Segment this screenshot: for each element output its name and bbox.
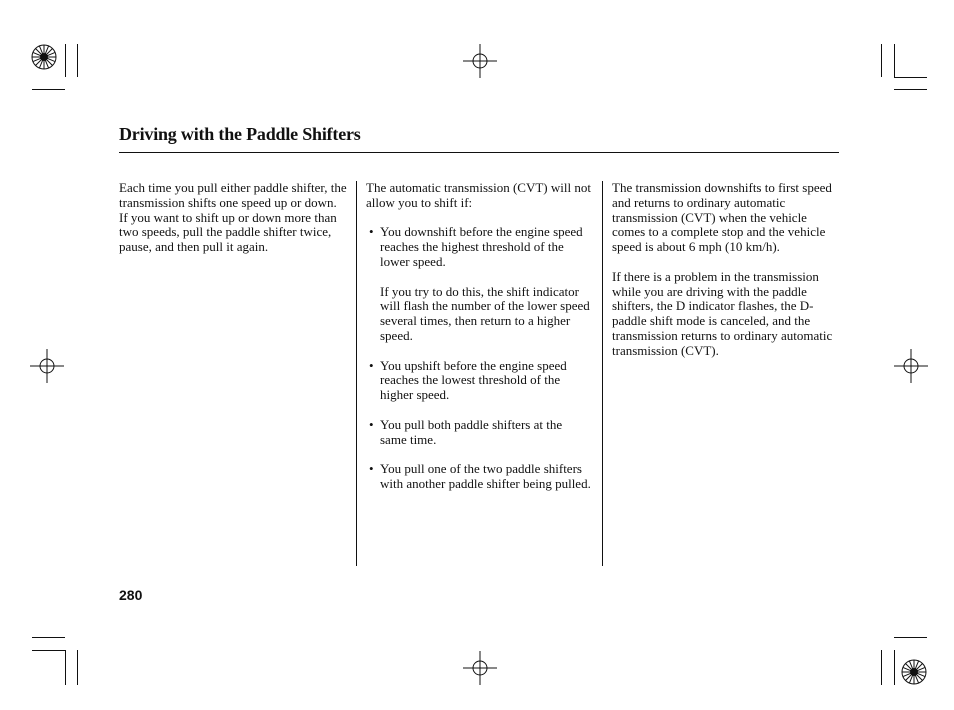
column-divider — [602, 181, 603, 566]
crosshair-registration-icon — [30, 349, 64, 383]
list-item — [366, 462, 592, 492]
title-divider — [119, 152, 839, 153]
section-title: Driving with the Paddle Shifters — [119, 124, 361, 144]
crosshair-registration-icon — [463, 44, 497, 78]
column-3-paragraph-1: The transmission downshifts to first speed and returns to ordinary automatic transmission (CVT) when the vehicle comes to a complete stop and the vehicle speed is about 6 mph (10 km/h). — [612, 180, 832, 255]
column-3 — [612, 181, 840, 373]
starburst-registration-icon — [30, 43, 58, 71]
column-2 — [366, 181, 592, 507]
column-divider — [356, 181, 357, 566]
list-item — [366, 418, 592, 448]
column-1 — [119, 181, 347, 270]
starburst-registration-icon — [900, 658, 928, 686]
list-item-text: • You downshift before the engine speed reaches the highest threshold of the lower speed. — [380, 224, 583, 269]
list-item-text: • You upshift before the engine speed reaches the lowest threshold of the higher speed. — [380, 357, 567, 403]
shift-restriction-list — [366, 225, 592, 491]
page-number: 280 — [119, 587, 143, 603]
list-item-text: • You pull both paddle shifters at the same time. — [380, 416, 563, 447]
list-item — [366, 225, 592, 343]
crosshair-registration-icon — [463, 651, 497, 685]
list-item-note: If you try to do this, the shift indicator will flash the number of the lower speed several times, then return to a higher speed. — [380, 283, 590, 343]
column-1-paragraph: Each time you pull either paddle shifter, the transmission shifts one speed up or down. If you want to shift up or down more than two speeds, pull the paddle shifter twice, pause, and then pull it again. — [119, 180, 347, 255]
list-item — [366, 359, 592, 403]
column-3-paragraph-2: If there is a problem in the transmission while you are driving with the paddle shifters, the D indicator flashes, the D-paddle shift mode is canceled, and the transmission returns to ordinary automatic transmission (CVT). — [612, 268, 833, 358]
column-2-intro: The automatic transmission (CVT) will not allow you to shift if: — [366, 180, 591, 210]
list-item-text: • You pull one of the two paddle shifters with another paddle shifter being pulled. — [380, 461, 591, 491]
crosshair-registration-icon — [894, 349, 928, 383]
